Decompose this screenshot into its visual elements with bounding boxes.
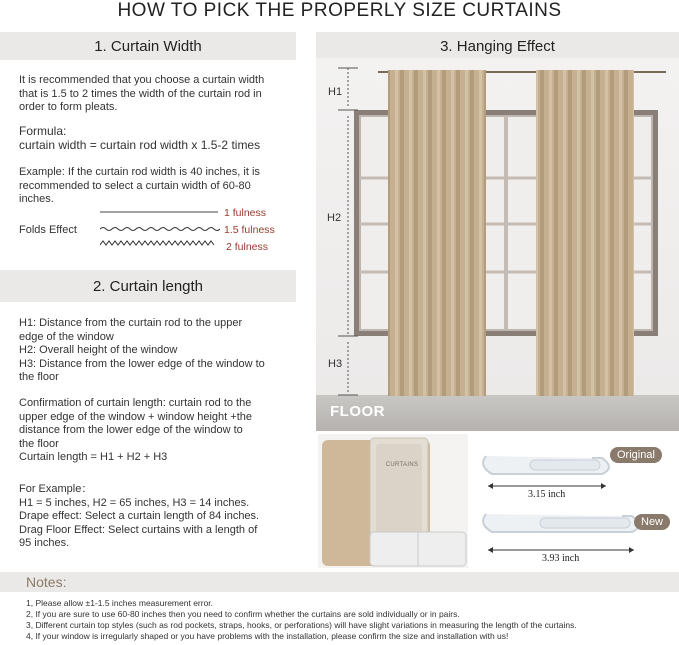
width-intro-line: that is 1.5 to 2 times the width of the curtain rod in bbox=[19, 87, 262, 100]
example-line: H1 = 5 inches, H2 = 65 inches, H3 = 14 inches. bbox=[19, 496, 250, 509]
original-badge: Original bbox=[610, 447, 662, 463]
note-item: 3, Different curtain top styles (such as rod pockets, straps, hooks, or perforations) will have slight variations in measuring the length of the curtains. bbox=[26, 620, 577, 630]
hooks-comparison bbox=[470, 434, 679, 568]
definition-line: H2: Overall height of the window bbox=[19, 344, 178, 356]
definition-line: H1: Distance from the curtain rod to the upper bbox=[19, 317, 243, 329]
package-illustration bbox=[318, 434, 468, 568]
floor-label: FLOOR bbox=[330, 403, 385, 420]
fullness-2-label: 2 fulness bbox=[226, 241, 269, 253]
formula-block bbox=[19, 124, 260, 152]
length-definitions bbox=[19, 317, 309, 385]
width-example-line: Example: If the curtain rod width is 40 inches, it is bbox=[19, 166, 260, 178]
h1-marker: H1 bbox=[328, 86, 343, 98]
notes-bar bbox=[0, 572, 679, 592]
length-confirmation bbox=[19, 397, 309, 465]
confirmation-line: upper edge of the window + window height +the bbox=[19, 410, 252, 423]
formula-label: Formula: bbox=[19, 124, 67, 138]
new-badge: New bbox=[634, 514, 670, 530]
confirmation-line: distance from the lower edge of the window to bbox=[19, 424, 243, 436]
note-item: 2, If you are sure to use 60-80 inches then you need to confirm whether the curtains are sold individually or in pairs. bbox=[26, 609, 460, 619]
fold-wave-2 bbox=[100, 241, 214, 245]
width-example-line: inches. bbox=[19, 193, 54, 205]
new-size-label: 3.93 inch bbox=[542, 553, 580, 564]
formula-text: curtain width = curtain rod width x 1.5-2 times bbox=[19, 138, 261, 152]
package-photo bbox=[318, 434, 468, 568]
package-label: CURTAINS bbox=[385, 462, 419, 468]
for-example-label: For Example： bbox=[19, 483, 93, 495]
confirmation-line: the floor bbox=[19, 437, 59, 450]
fullness-15-label: 1.5 fulness bbox=[224, 224, 275, 236]
h2-marker: H2 bbox=[327, 212, 342, 224]
definition-line: H3: Distance from the lower edge of the window to bbox=[19, 357, 265, 370]
example-line: 95 inches. bbox=[19, 537, 70, 549]
note-item: 1, Please allow ±1-1.5 inches measurement error. bbox=[26, 598, 214, 608]
fullness-1-label: 1 fulness bbox=[224, 207, 267, 219]
width-intro-line: It is recommended that you choose a curtain width bbox=[19, 74, 265, 86]
curtain-width-heading: 1. Curtain Width bbox=[0, 32, 296, 60]
width-example bbox=[19, 166, 299, 207]
definition-line: the floor bbox=[19, 371, 59, 383]
definition-line: edge of the window bbox=[19, 330, 114, 343]
width-intro-line: order to form pleats. bbox=[19, 101, 118, 113]
length-example bbox=[19, 483, 309, 551]
notes-title: Notes: bbox=[26, 574, 67, 590]
curtain-length-heading: 2. Curtain length bbox=[0, 270, 296, 302]
folds-illustration bbox=[100, 205, 220, 251]
confirmation-line: Confirmation of curtain length: curtain rod to the bbox=[19, 397, 252, 409]
hanging-effect-heading: 3. Hanging Effect bbox=[316, 32, 679, 60]
original-size-label: 3.15 inch bbox=[528, 489, 566, 500]
width-example-line: recommended to select a curtain width of 60-80 bbox=[19, 179, 251, 192]
page-title: HOW TO PICK THE PROPERLY SIZE CURTAINS bbox=[117, 0, 562, 21]
example-line: Drag Floor Effect: Select curtains with a length of bbox=[19, 523, 258, 536]
room-illustration bbox=[316, 58, 679, 431]
note-item: 4, If your window is irregularly shaped or you have problems with the installation, please confirm the size and installation with us! bbox=[26, 631, 509, 641]
width-intro bbox=[19, 74, 299, 115]
hanging-scene bbox=[316, 58, 679, 431]
h3-marker: H3 bbox=[328, 358, 343, 370]
notes-list bbox=[26, 598, 676, 642]
length-formula: Curtain length = H1 + H2 + H3 bbox=[19, 451, 168, 463]
folds-effect-label: Folds Effect bbox=[19, 224, 77, 236]
fold-wave-15 bbox=[100, 228, 220, 231]
example-line: Drape effect: Select a curtain length of 84 inches. bbox=[19, 510, 260, 522]
